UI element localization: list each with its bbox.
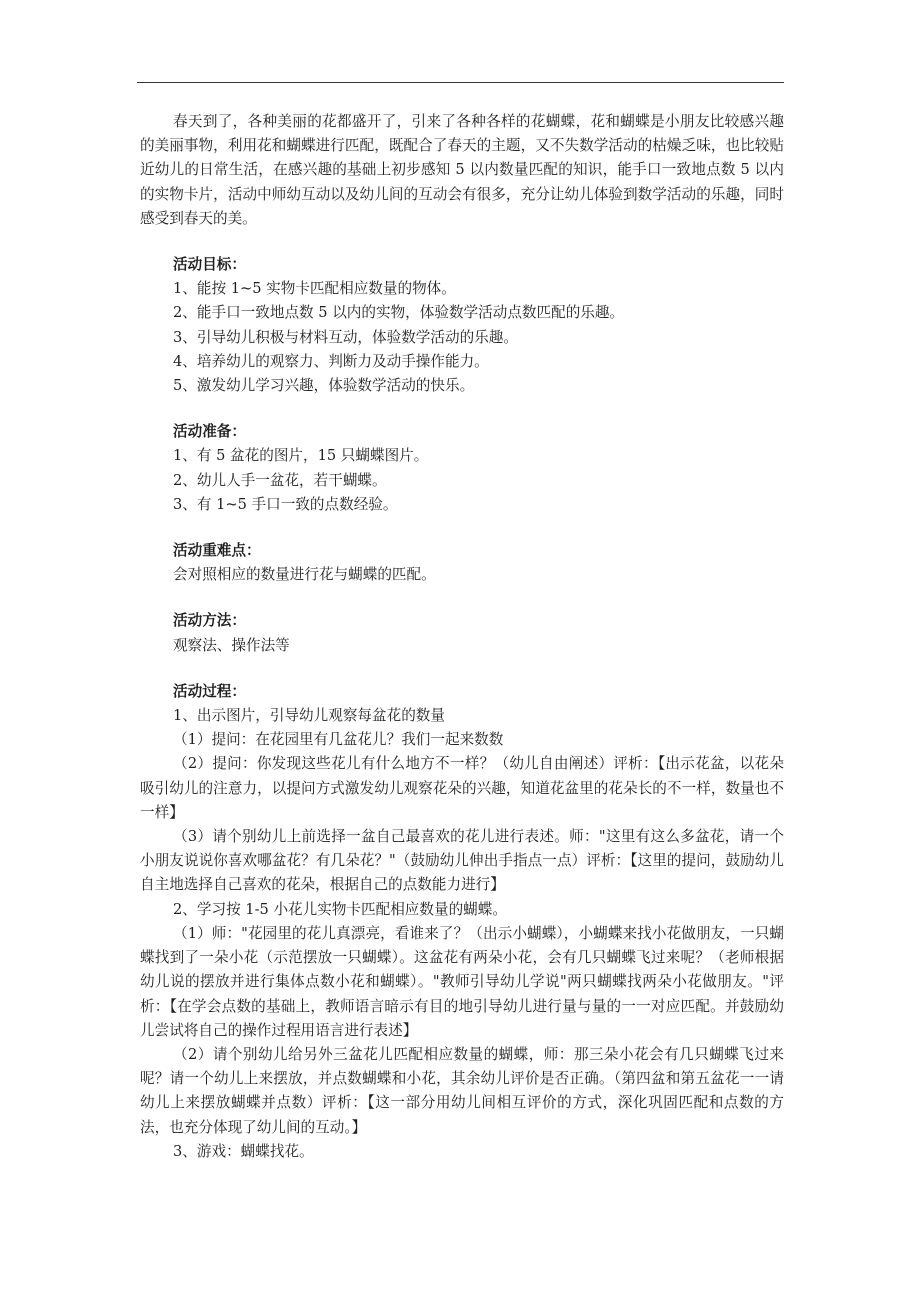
goal-item: 1、能按 1~5 实物卡匹配相应数量的物体。 xyxy=(173,280,456,298)
document-body xyxy=(140,110,784,1164)
intro-paragraph: 春天到了，各种美丽的花都盛开了，引来了各种各样的花蝴蝶，花和蝴蝶是小朋友比较感兴趣的美丽事物，利用花和蝴蝶进行匹配，既配合了春天的主题，又不失数学活动的枯燥乏味，也比较贴近幼儿的日常生活，在感兴趣的基础上初步感知 5 以内数量匹配的知识，能手口一致地点数 5 以内的实物卡片，活动中师幼互动以及幼儿间的互动会有很多，充分让幼儿体验到数学活动的乐趣，同时感受到春天的美。 xyxy=(140,113,784,227)
prep-heading: 活动准备： xyxy=(173,423,246,441)
goal-item: 5、激发幼儿学习兴趣，体验数学活动的快乐。 xyxy=(173,377,475,395)
key-points-text: 会对照相应的数量进行花与蝴蝶的匹配。 xyxy=(173,566,436,584)
process-step-1-1: （1）提问：在花园里有几盆花儿？我们一起来数数 xyxy=(173,731,504,749)
method-heading: 活动方法： xyxy=(173,612,246,630)
process-step-2-1: （1）师："花园里的花儿真漂亮，看谁来了？（出示小蝴蝶），小蝴蝶来找小花做朋友，一只蝴蝶找到了一朵小花（示范摆放一只蝴蝶）。这盆花有两朵小花，会有几只蝴蝶飞过来呢？（老师根据幼儿说的摆放并进行集体点数小花和蝴蝶）。"教师引导幼儿学说"两只蝴蝶找两朵小花做朋友。"评析：【在学会点数的基础上，教师语言暗示有目的地引导幼儿进行量与量的一一对应匹配。并鼓励幼儿尝试将自己的操作过程用语言进行表述】 xyxy=(140,924,784,1039)
goal-item: 3、引导幼儿积极与材料互动，体验数学活动的乐趣。 xyxy=(173,328,518,346)
process-step-1-2: （2）提问：你发现这些花儿有什么地方不一样？（幼儿自由阐述）评析：【出示花盆，以花朵吸引幼儿的注意力，以提问方式激发幼儿观察花朵的兴趣，知道花盆里的花朵长的不一样，数量也不一样】 xyxy=(140,755,784,821)
process-heading: 活动过程： xyxy=(173,682,246,700)
goal-item: 2、能手口一致地点数 5 以内的实物，体验数学活动点数匹配的乐趣。 xyxy=(173,304,625,322)
process-step-3: 3、游戏：蝴蝶找花。 xyxy=(173,1142,314,1160)
header-rule xyxy=(137,82,784,83)
key-points-heading: 活动重难点： xyxy=(173,542,261,560)
prep-item: 3、有 1~5 手口一致的点数经验。 xyxy=(173,495,398,513)
prep-item: 1、有 5 盆花的图片，15 只蝴蝶图片。 xyxy=(173,447,429,465)
method-text: 观察法、操作法等 xyxy=(173,636,290,654)
prep-item: 2、幼儿人手一盆花，若干蝴蝶。 xyxy=(173,471,387,489)
process-step-1: 1、出示图片，引导幼儿观察每盆花的数量 xyxy=(173,707,445,725)
goals-heading: 活动目标： xyxy=(173,256,246,274)
goal-item: 4、培养幼儿的观察力、判断力及动手操作能力。 xyxy=(173,352,489,370)
process-step-1-3: （3）请个别幼儿上前选择一盆自己最喜欢的花儿进行表述。师："这里有这么多盆花，请一个小朋友说说你喜欢哪盆花？有几朵花？"（鼓励幼儿伸出手指点一点）评析：【这里的提问，鼓励幼儿自主地选择自己喜欢的花朵，根据自己的点数能力进行】 xyxy=(140,828,784,894)
process-step-2-2: （2）请个别幼儿给另外三盆花儿匹配相应数量的蝴蝶，师：那三朵小花会有几只蝴蝶飞过来呢？请一个幼儿上来摆放，并点数蝴蝶和小花，其余幼儿评价是否正确。（第四盆和第五盆花一一请幼儿上来摆放蝴蝶并点数）评析：【这一部分用幼儿间相互评价的方式，深化巩固匹配和点数的方法，也充分体现了幼儿间的互动。】 xyxy=(140,1045,784,1136)
process-step-2: 2、学习按 1-5 小花儿实物卡匹配相应数量的蝴蝶。 xyxy=(173,900,507,918)
